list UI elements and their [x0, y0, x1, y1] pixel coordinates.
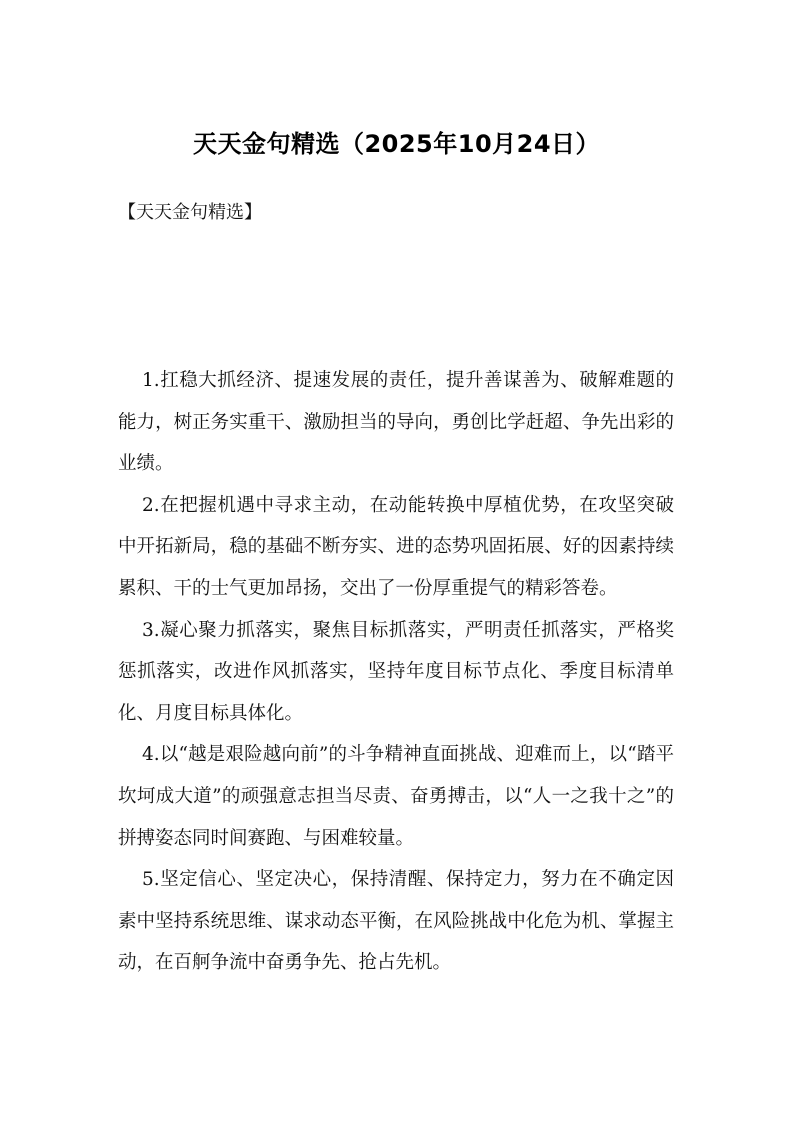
paragraph-2: 2.在把握机遇中寻求主动，在动能转换中厚植优势，在攻坚突破中开拓新局，稳的基础不断夯实、进的态势巩固拓展、好的因素持续累积、干的士气更加昂扬，交出了一份厚重提气的精彩答卷。 [118, 494, 674, 599]
section-label: 【天天金句精选】 [118, 202, 262, 223]
paragraph-4: 4.以“越是艰险越向前”的斗争精神直面挑战、迎难而上，以“踏平坎坷成大道”的顽强意志担当尽责、奋勇搏击，以“人一之我十之”的拼搏姿态同时间赛跑、与困难较量。 [118, 744, 674, 849]
document-body [118, 360, 674, 984]
paragraph-1: 1.扛稳大抓经济、提速发展的责任，提升善谋善为、破解难题的能力，树正务实重干、激励担当的导向，勇创比学赶超、争先出彩的业绩。 [118, 370, 674, 475]
paragraph-3: 3.凝心聚力抓落实，聚焦目标抓落实，严明责任抓落实，严格奖惩抓落实，改进作风抓落实，坚持年度目标节点化、季度目标清单化、月度目标具体化。 [118, 619, 674, 724]
document-title: 天天金句精选（2025年10月24日） [192, 130, 601, 158]
paragraph-5: 5.坚定信心、坚定决心，保持清醒、保持定力，努力在不确定因素中坚持系统思维、谋求动态平衡，在风险挑战中化危为机、掌握主动，在百舸争流中奋勇争先、抢占先机。 [118, 869, 674, 974]
